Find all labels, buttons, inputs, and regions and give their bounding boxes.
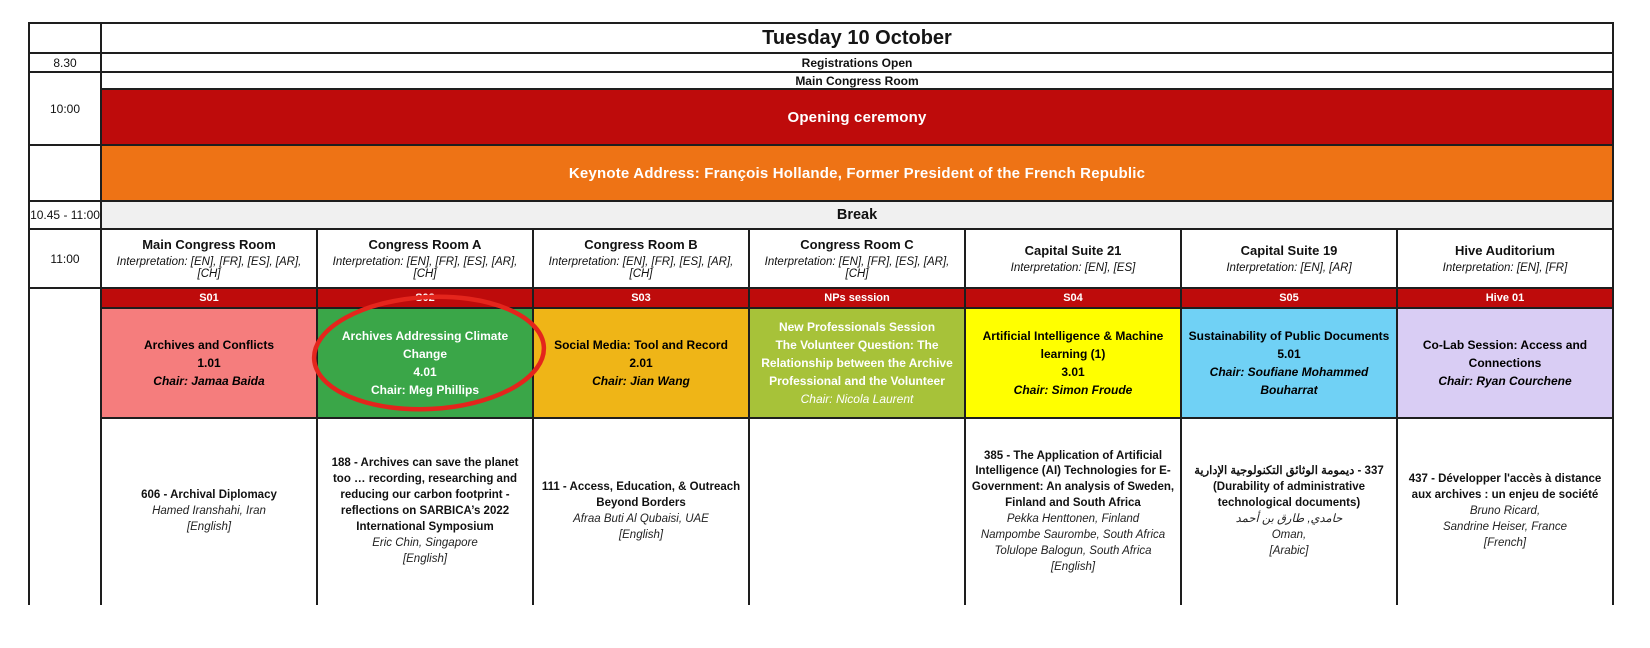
paper-language: [English] (186, 520, 232, 533)
paper-author: Sandrine Heiser, France (1442, 520, 1567, 533)
room-name: Main Congress Room (142, 237, 276, 253)
column-header (748, 228, 964, 287)
column-header (964, 228, 1180, 287)
paper-cell (100, 417, 316, 605)
column-header (316, 228, 532, 287)
session-title-line: Sustainability of Public Documents (1188, 329, 1390, 343)
registrations-open-row: Registrations Open (100, 52, 1612, 71)
keynote-banner: Keynote Address: François Hollande, Former President of the French Republic (100, 144, 1612, 200)
column-header (1396, 228, 1612, 287)
session-title-line: Archives Addressing Climate Change (341, 329, 509, 361)
session-block (748, 307, 964, 417)
room-name: Congress Room B (584, 237, 698, 253)
paper-author: Hamed Iranshahi, Iran (152, 505, 266, 518)
time-sessions: 11:00 (28, 228, 100, 287)
paper-author: Tolulope Balogun, South Africa (994, 544, 1152, 557)
session-title-line: Co-Lab Session: Access and Connections (1422, 338, 1588, 370)
paper-author: Afraa Buti Al Qubaisi, UAE (573, 513, 709, 525)
session-title-line: The Volunteer Question: The Relationship between the Archive Professional and the Volunteer (761, 338, 953, 388)
session-chair: Chair: Ryan Courchene (1438, 374, 1572, 388)
session-code-cell: S04 (964, 287, 1180, 307)
room-interpretation: Interpretation: [EN], [FR], [ES], [AR], [CH] (548, 255, 734, 280)
session-chair: Chair: Nicola Laurent (800, 392, 914, 406)
paper-language: [French] (1483, 536, 1527, 549)
paper-title: 437 - Développer l'accès à distance aux archives : un enjeu de société (1408, 473, 1602, 502)
session-title-line: 1.01 (197, 356, 221, 370)
session-code-cell: NPs session (748, 287, 964, 307)
opening-ceremony-banner: Opening ceremony (100, 88, 1612, 144)
session-chair: Chair: Jamaa Baida (153, 374, 265, 388)
paper-title: 337 - ديمومة الوثائق التكنولوجية الإدارية (1194, 465, 1384, 478)
session-block (100, 307, 316, 417)
paper-title: 111 - Access, Education, & Outreach Beyond Borders (541, 481, 741, 510)
time-registrations: 8.30 (28, 52, 100, 71)
break-row: Break (100, 200, 1612, 228)
paper-cell (316, 417, 532, 605)
paper-author: Bruno Ricard, (1469, 505, 1541, 518)
room-name: Congress Room A (368, 237, 482, 253)
paper-author: Pekka Henttonen, Finland (1006, 513, 1140, 525)
paper-cell (532, 417, 748, 605)
session-block (316, 307, 532, 417)
session-code-cell: S01 (100, 287, 316, 307)
session-block (964, 307, 1180, 417)
paper-cell (1180, 417, 1396, 605)
session-chair: Chair: Jian Wang (592, 374, 690, 388)
time-cell-blank-bottom (28, 287, 100, 605)
time-cell-blank-top (28, 22, 100, 52)
column-header (532, 228, 748, 287)
room-name: Congress Room C (800, 237, 914, 253)
session-title-line: Artificial Intelligence & Machine learning (1) (982, 329, 1164, 361)
schedule-table (28, 22, 1614, 605)
session-chair: Chair: Meg Phillips (370, 383, 479, 397)
room-name: Capital Suite 21 (1024, 243, 1122, 259)
column-header (100, 228, 316, 287)
session-title-line: 3.01 (1061, 365, 1085, 379)
room-interpretation: Interpretation: [EN], [FR], [ES], [AR], [CH] (116, 255, 302, 280)
room-interpretation: Interpretation: [EN], [FR], [ES], [AR], [CH] (332, 255, 518, 280)
paper-title: 606 - Archival Diplomacy (141, 489, 277, 502)
session-block (1396, 307, 1612, 417)
paper-language: [English] (1050, 560, 1096, 573)
time-opening: 10:00 (28, 71, 100, 144)
paper-author: Oman, (1271, 528, 1307, 541)
main-congress-room-row: Main Congress Room (100, 71, 1612, 88)
paper-author: حامدي, طارق بن أحمد (1235, 513, 1343, 525)
session-code-cell: S03 (532, 287, 748, 307)
paper-cell (748, 417, 964, 605)
paper-title: 385 - The Application of Artificial Intelligence (AI) Technologies for E-Government: An analysis of Sweden, Finland and South Africa (971, 449, 1175, 510)
session-title-line: 5.01 (1277, 347, 1301, 361)
paper-title: 188 - Archives can save the planet too … recording, researching and reducing our carbon footprint - reflections on SARBICA’s 2022 International Symposium (331, 457, 519, 533)
session-code-cell: S05 (1180, 287, 1396, 307)
paper-author: Eric Chin, Singapore (372, 536, 478, 549)
room-interpretation: Interpretation: [EN], [AR] (1226, 261, 1352, 274)
session-block (532, 307, 748, 417)
column-header (1180, 228, 1396, 287)
session-title-line: 4.01 (413, 365, 437, 379)
paper-language: [English] (402, 552, 448, 565)
room-name: Capital Suite 19 (1240, 243, 1338, 259)
session-title-line: 2.01 (629, 356, 653, 370)
session-code-cell: Hive 01 (1396, 287, 1612, 307)
paper-author: Nampombe Saurombe, South Africa (980, 528, 1166, 541)
paper-title: (Durability of administrative technological documents) (1212, 481, 1366, 510)
paper-language: [Arabic] (1269, 544, 1309, 557)
paper-cell (1396, 417, 1612, 605)
session-chair: Chair: Simon Froude (1013, 383, 1133, 397)
paper-cell (964, 417, 1180, 605)
session-chair: Chair: Soufiane Mohammed Bouharrat (1209, 365, 1369, 397)
time-break: 10.45 - 11:00 (28, 200, 100, 228)
room-name: Hive Auditorium (1455, 243, 1555, 259)
paper-language: [English] (618, 528, 664, 541)
session-title-line: Archives and Conflicts (143, 338, 275, 352)
room-interpretation: Interpretation: [EN], [FR] (1442, 261, 1568, 274)
session-title-line: Social Media: Tool and Record (554, 338, 728, 352)
session-block (1180, 307, 1396, 417)
session-code-cell: S02 (316, 287, 532, 307)
room-interpretation: Interpretation: [EN], [ES] (1010, 261, 1136, 274)
page-title: Tuesday 10 October (100, 22, 1612, 52)
room-interpretation: Interpretation: [EN], [FR], [ES], [AR], [CH] (764, 255, 950, 280)
session-title-line: New Professionals Session (778, 320, 936, 334)
time-cell-blank-keynote (28, 144, 100, 200)
